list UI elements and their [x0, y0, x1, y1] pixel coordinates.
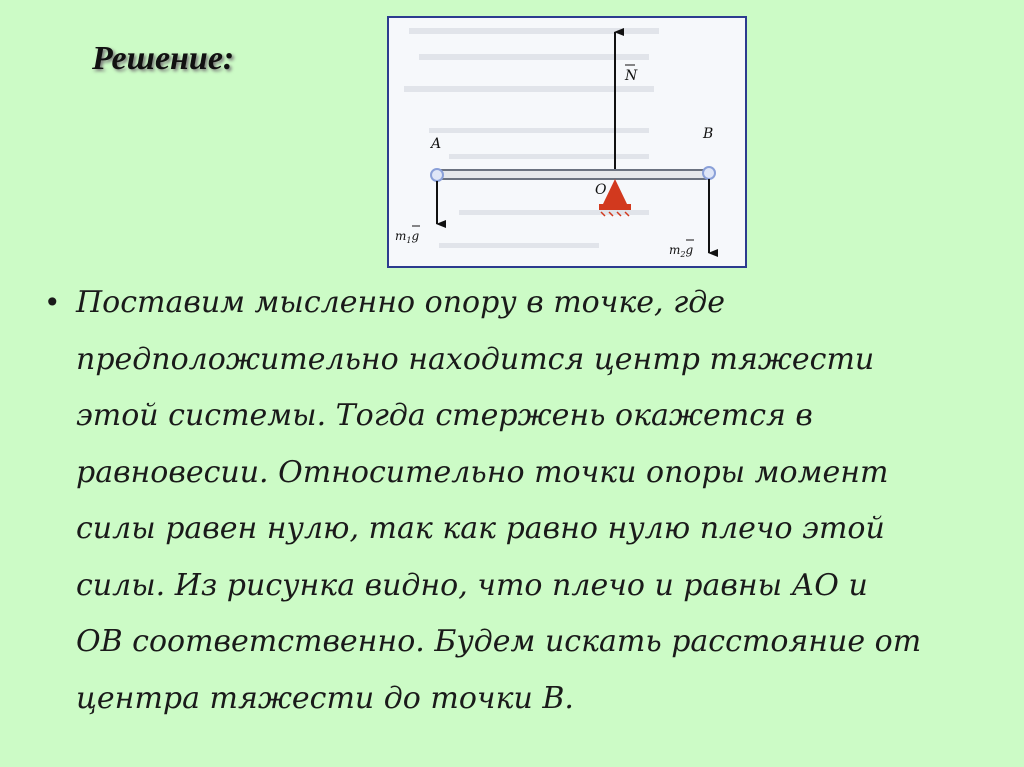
slide-heading: Решение: [92, 40, 235, 77]
joint-a [431, 169, 443, 181]
weight-label-m1g: $m_1g$ [395, 229, 420, 245]
point-a-label: A [431, 136, 442, 152]
body-paragraph: Поставим мысленно опору в точке, где предположительно находится центр тяжести этой системы. Тогда стержень окажется в равновесии. Относительно точки опоры момент силы равен нулю, так как равно нулю плечо этой силы. Из рисунка видно, что плечо и равны АО и ОВ соответственно. Будем искать расстояние от центра тяжести до точки В. [76, 285, 922, 716]
lever-rod [437, 170, 709, 179]
bullet-point: • [44, 286, 61, 319]
normal-force-label: N [625, 68, 638, 84]
point-b-label: B [703, 126, 714, 142]
lever-diagram-svg [389, 18, 745, 266]
lever-diagram [387, 16, 747, 268]
joint-b [703, 167, 715, 179]
point-o-label: O [595, 182, 607, 198]
slide-body [44, 275, 984, 727]
weight-label-m2g: $m_2g$ [669, 243, 694, 259]
